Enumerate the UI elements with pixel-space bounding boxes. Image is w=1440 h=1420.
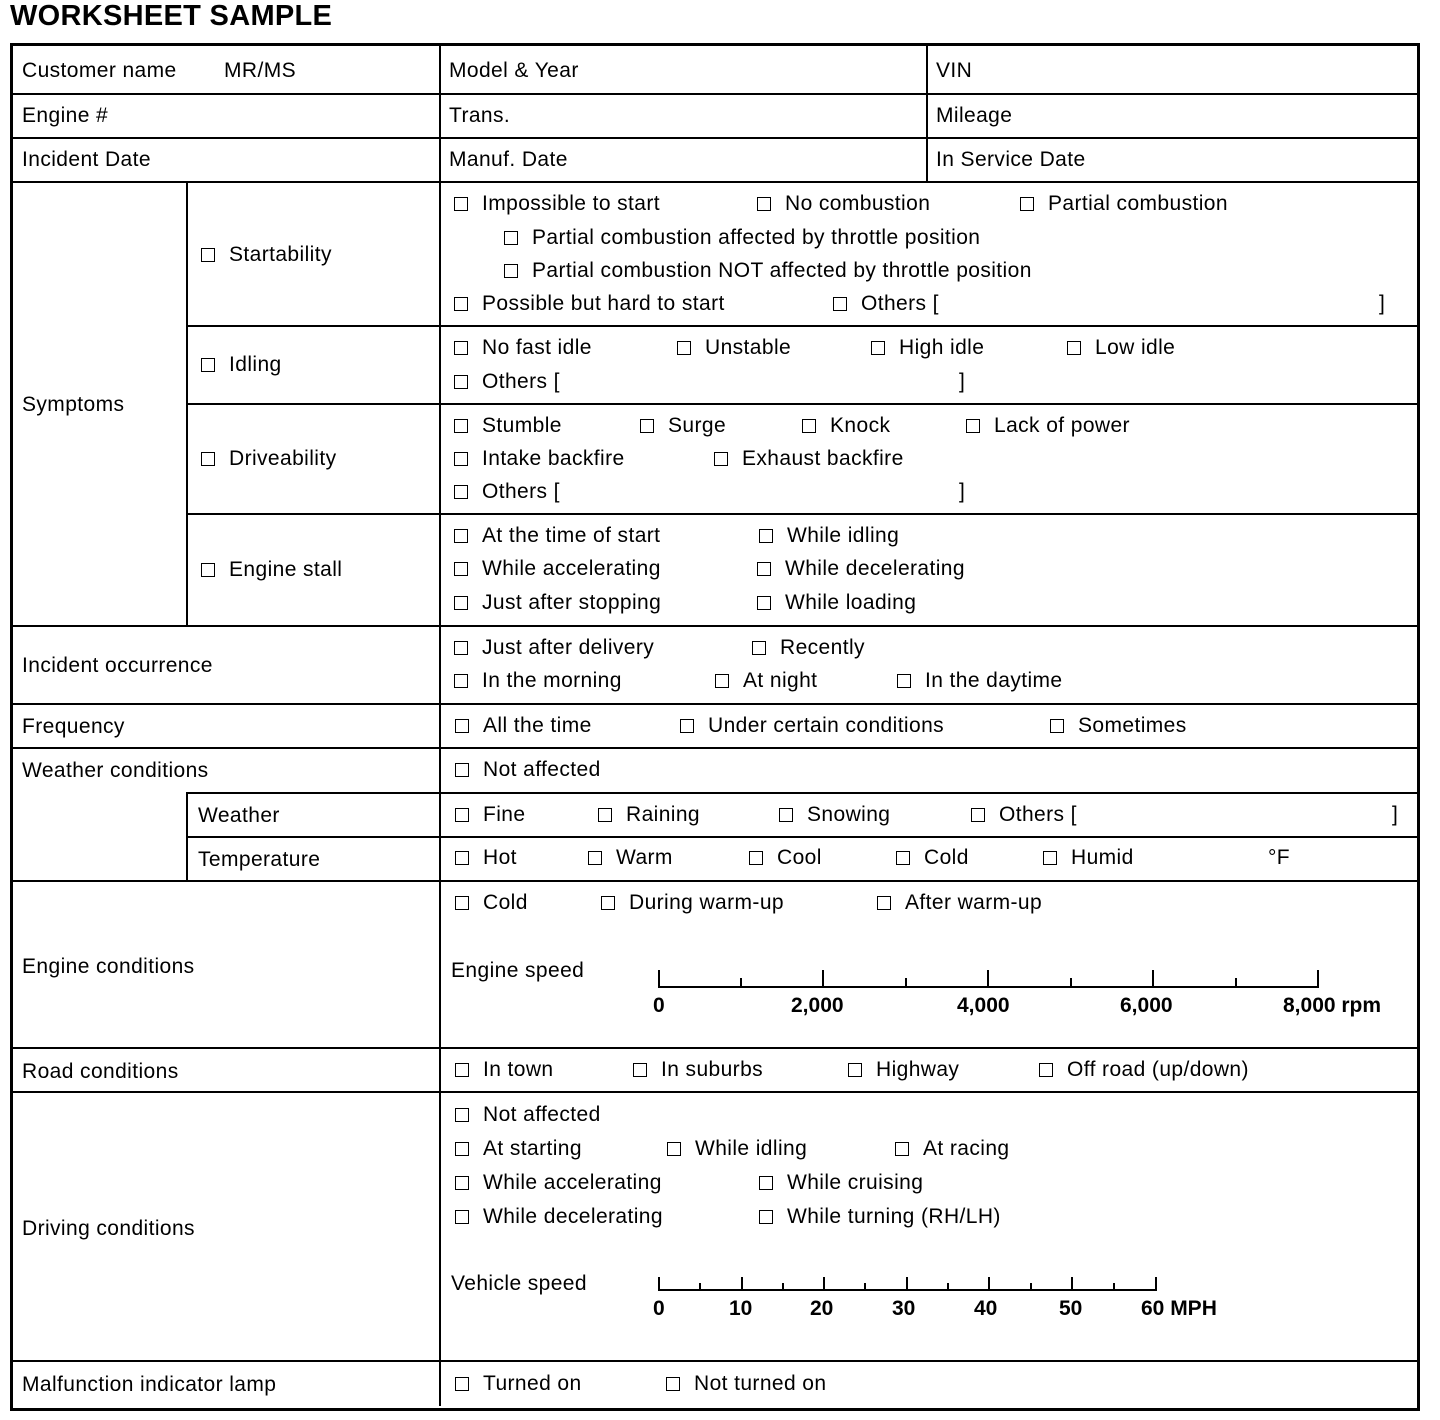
engine-conditions-label: Engine conditions [22,955,195,978]
driving-while-idling-checkbox[interactable] [667,1142,681,1156]
vehicle-speed-label: Vehicle speed [451,1272,587,1295]
driving-while-accelerating-checkbox[interactable] [455,1176,469,1190]
unstable-checkbox[interactable] [677,341,691,355]
at-time-of-start-label: At the time of start [482,524,661,547]
vehicle-speed-tick [1113,1283,1115,1290]
stall-while-idling-checkbox[interactable] [759,529,773,543]
while-cruising-checkbox[interactable] [759,1176,773,1190]
unstable-label: Unstable [705,336,792,359]
weather-not-affected-label: Not affected [483,758,601,781]
exhaust-backfire-checkbox[interactable] [714,452,728,466]
knock-checkbox[interactable] [802,419,816,433]
divider [188,403,1418,405]
no-combustion-checkbox[interactable] [757,197,771,211]
mil-label: Malfunction indicator lamp [22,1373,277,1396]
just-after-delivery-label: Just after delivery [482,636,655,659]
driveability-label: Driveability [229,447,337,470]
vehicle-speed-tick [823,1277,825,1290]
sometimes-checkbox[interactable] [1050,719,1064,733]
divider [188,836,1418,838]
divider [13,181,1418,183]
partial-affected-checkbox[interactable] [504,231,518,245]
vin-label: VIN [936,59,973,82]
driving-while-idling-label: While idling [695,1137,808,1160]
stumble-checkbox[interactable] [454,419,468,433]
humid-label: Humid [1071,846,1134,869]
stall-while-accelerating-label: While accelerating [482,557,661,580]
not-turned-on-checkbox[interactable] [666,1377,680,1391]
no-fast-idle-label: No fast idle [482,336,592,359]
partial-combustion-label: Partial combustion [1048,192,1228,215]
divider [13,137,1418,139]
driveability-others-checkbox[interactable] [454,485,468,499]
during-warmup-checkbox[interactable] [601,896,615,910]
engine-speed-tick-label: 6,000 [1120,994,1173,1017]
during-warmup-label: During warm-up [629,891,784,914]
in-the-morning-label: In the morning [482,669,622,692]
engine-speed-tick [1235,978,1237,987]
engine-speed-tick [658,970,660,987]
highway-checkbox[interactable] [848,1063,862,1077]
startability-others-bracket: ] [1379,292,1386,315]
engine-speed-tick [1070,978,1072,987]
just-after-stopping-label: Just after stopping [482,591,662,614]
no-fast-idle-checkbox[interactable] [454,341,468,355]
engine-cold-checkbox[interactable] [455,896,469,910]
driving-while-accelerating-label: While accelerating [483,1171,662,1194]
fine-label: Fine [483,803,526,826]
vehicle-speed-tick [699,1283,701,1290]
startability-others-label: Others [ [861,292,939,315]
in-service-date-label: In Service Date [936,148,1086,171]
divider [13,625,1418,627]
vehicle-speed-tick [988,1277,990,1290]
engine-speed-tick [1152,970,1154,987]
in-suburbs-label: In suburbs [661,1058,764,1081]
raining-checkbox[interactable] [598,808,612,822]
vehicle-speed-tick [906,1277,908,1290]
after-warmup-label: After warm-up [905,891,1043,914]
vehicle-speed-tick [658,1277,660,1290]
while-turning-label: While turning (RH/LH) [787,1205,1001,1228]
while-cruising-label: While cruising [787,1171,924,1194]
driving-while-decelerating-checkbox[interactable] [455,1210,469,1224]
high-idle-label: High idle [899,336,985,359]
idling-others-checkbox[interactable] [454,375,468,389]
frequency-label: Frequency [22,715,125,738]
just-after-stopping-checkbox[interactable] [454,596,468,610]
divider [188,792,1418,794]
engine-speed-tick [740,978,742,987]
vehicle-speed-tick [864,1283,866,1290]
at-starting-checkbox[interactable] [455,1142,469,1156]
at-night-label: At night [743,669,818,692]
intake-backfire-label: Intake backfire [482,447,625,470]
incident-date-label: Incident Date [22,148,151,171]
weather-others-bracket: ] [1392,803,1399,826]
humid-checkbox[interactable] [1043,851,1057,865]
weather-conditions-label: Weather conditions [22,759,209,782]
impossible-to-start-label: Impossible to start [482,192,660,215]
warm-label: Warm [616,846,673,869]
vehicle-speed-tick-label: 60 MPH [1141,1297,1217,1320]
stall-while-decelerating-label: While decelerating [785,557,965,580]
no-combustion-label: No combustion [785,192,931,215]
at-night-checkbox[interactable] [715,674,729,688]
divider [186,181,188,626]
engine-cold-label: Cold [483,891,528,914]
stall-while-accelerating-checkbox[interactable] [454,562,468,576]
divider [13,1047,1418,1049]
weather-others-checkbox[interactable] [971,808,985,822]
mr-ms-label: MR/MS [224,59,296,82]
engine-speed-tick-label: 0 [653,994,665,1017]
low-idle-checkbox[interactable] [1067,341,1081,355]
vehicle-speed-tick-label: 50 [1059,1297,1083,1320]
temperature-label: Temperature [198,848,321,871]
stumble-label: Stumble [482,414,562,437]
in-the-daytime-label: In the daytime [925,669,1063,692]
just-after-delivery-checkbox[interactable] [454,641,468,655]
divider [186,792,188,881]
startability-checkbox[interactable] [201,248,215,262]
idling-label: Idling [229,353,282,376]
off-road-checkbox[interactable] [1039,1063,1053,1077]
at-starting-label: At starting [483,1137,582,1160]
while-turning-checkbox[interactable] [759,1210,773,1224]
divider [13,1091,1418,1093]
engine-speed-tick-label: 8,000 rpm [1283,994,1382,1017]
in-town-label: In town [483,1058,554,1081]
in-suburbs-checkbox[interactable] [633,1063,647,1077]
driving-while-decelerating-label: While decelerating [483,1205,663,1228]
engine-speed-label: Engine speed [451,959,585,982]
engine-speed-tick-label: 2,000 [791,994,844,1017]
vehicle-speed-tick [1155,1277,1157,1290]
engine-number-label: Engine # [22,104,109,127]
impossible-to-start-checkbox[interactable] [454,197,468,211]
driveability-others-bracket: ] [959,480,966,503]
at-racing-label: At racing [923,1137,1010,1160]
partial-combustion-checkbox[interactable] [1020,197,1034,211]
manuf-date-label: Manuf. Date [449,148,568,171]
symptoms-label: Symptoms [22,393,125,416]
vehicle-speed-tick [741,1277,743,1290]
road-conditions-label: Road conditions [22,1060,179,1083]
divider [13,747,1418,749]
divider [13,1360,1418,1362]
cold-checkbox[interactable] [896,851,910,865]
turned-on-label: Turned on [483,1372,582,1395]
partial-affected-label: Partial combustion affected by throttle position [532,226,981,249]
at-racing-checkbox[interactable] [895,1142,909,1156]
knock-label: Knock [830,414,891,437]
engine-speed-tick [905,978,907,987]
idling-checkbox[interactable] [201,358,215,372]
divider [439,46,441,1406]
partial-not-affected-label: Partial combustion NOT affected by throttle position [532,259,1032,282]
fine-checkbox[interactable] [455,808,469,822]
recently-checkbox[interactable] [752,641,766,655]
in-the-daytime-checkbox[interactable] [897,674,911,688]
driving-not-affected-checkbox[interactable] [455,1108,469,1122]
stall-while-idling-label: While idling [787,524,900,547]
cold-label: Cold [924,846,969,869]
exhaust-backfire-label: Exhaust backfire [742,447,904,470]
possible-hard-label: Possible but hard to start [482,292,725,315]
under-certain-conditions-checkbox[interactable] [680,719,694,733]
sometimes-label: Sometimes [1078,714,1187,737]
engine-speed-tick [822,970,824,987]
while-loading-label: While loading [785,591,917,614]
partial-not-affected-checkbox[interactable] [504,264,518,278]
snowing-label: Snowing [807,803,891,826]
weather-others-label: Others [ [999,803,1077,826]
lack-of-power-label: Lack of power [994,414,1130,437]
divider [188,325,1418,327]
engine-stall-checkbox[interactable] [201,563,215,577]
under-certain-conditions-label: Under certain conditions [708,714,945,737]
after-warmup-checkbox[interactable] [877,896,891,910]
incident-occurrence-label: Incident occurrence [22,654,213,677]
high-idle-checkbox[interactable] [871,341,885,355]
driving-not-affected-label: Not affected [483,1103,601,1126]
possible-hard-checkbox[interactable] [454,297,468,311]
lack-of-power-checkbox[interactable] [966,419,980,433]
engine-speed-tick-label: 4,000 [957,994,1010,1017]
all-the-time-checkbox[interactable] [455,719,469,733]
model-year-label: Model & Year [449,59,579,82]
mileage-label: Mileage [936,104,1013,127]
vehicle-speed-tick-label: 0 [653,1297,665,1320]
vehicle-speed-tick [947,1283,949,1290]
snowing-checkbox[interactable] [779,808,793,822]
vehicle-speed-tick [1071,1277,1073,1290]
startability-others-checkbox[interactable] [833,297,847,311]
engine-speed-tick [987,970,989,987]
weather-sub-label: Weather [198,804,280,827]
engine-speed-tick [1317,970,1319,987]
hot-label: Hot [483,846,517,869]
trans-label: Trans. [449,104,511,127]
off-road-label: Off road (up/down) [1067,1058,1249,1081]
startability-label: Startability [229,243,332,266]
in-the-morning-checkbox[interactable] [454,674,468,688]
weather-not-affected-checkbox[interactable] [455,763,469,777]
intake-backfire-checkbox[interactable] [454,452,468,466]
vehicle-speed-tick [782,1283,784,1290]
surge-checkbox[interactable] [640,419,654,433]
raining-label: Raining [626,803,701,826]
divider [188,513,1418,515]
low-idle-label: Low idle [1095,336,1176,359]
idling-others-bracket: ] [959,370,966,393]
warm-checkbox[interactable] [588,851,602,865]
worksheet-title: WORKSHEET SAMPLE [10,0,333,32]
divider [13,880,1418,882]
recently-label: Recently [780,636,865,659]
cool-label: Cool [777,846,822,869]
driveability-checkbox[interactable] [201,452,215,466]
at-time-of-start-checkbox[interactable] [454,529,468,543]
vehicle-speed-tick [1030,1283,1032,1290]
divider [13,703,1418,705]
idling-others-label: Others [ [482,370,560,393]
all-the-time-label: All the time [483,714,592,737]
vehicle-speed-tick-label: 40 [974,1297,998,1320]
degrees-f-label: °F [1268,846,1291,869]
cool-checkbox[interactable] [749,851,763,865]
engine-stall-label: Engine stall [229,558,343,581]
turned-on-checkbox[interactable] [455,1377,469,1391]
hot-checkbox[interactable] [455,851,469,865]
vehicle-speed-tick-label: 20 [810,1297,834,1320]
while-loading-checkbox[interactable] [757,596,771,610]
driving-conditions-label: Driving conditions [22,1217,195,1240]
surge-label: Surge [668,414,727,437]
not-turned-on-label: Not turned on [694,1372,827,1395]
divider [926,46,928,182]
customer-name-label: Customer name [22,59,177,82]
vehicle-speed-tick-label: 10 [729,1297,753,1320]
divider [13,93,1418,95]
highway-label: Highway [876,1058,960,1081]
in-town-checkbox[interactable] [455,1063,469,1077]
driveability-others-label: Others [ [482,480,560,503]
vehicle-speed-tick-label: 30 [892,1297,916,1320]
stall-while-decelerating-checkbox[interactable] [757,562,771,576]
